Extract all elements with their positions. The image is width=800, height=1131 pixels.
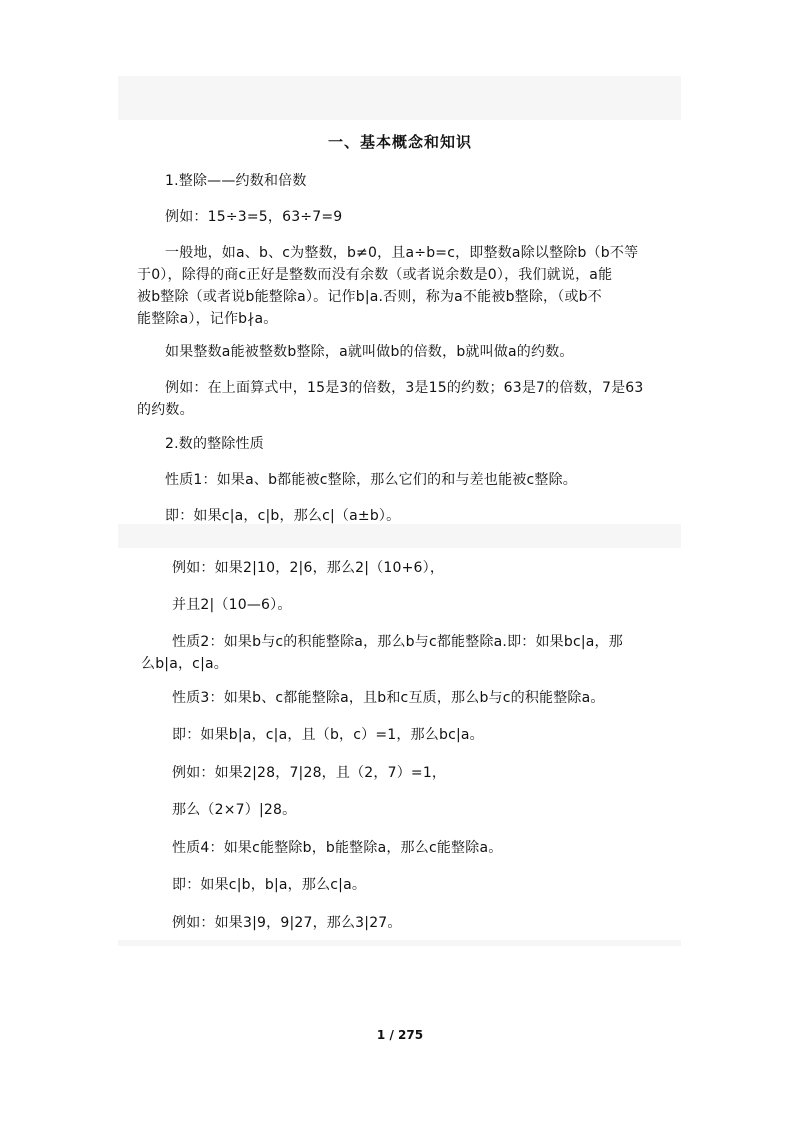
top-gray-band [118, 76, 681, 120]
example-line-2b: 的约数。 [137, 402, 194, 418]
definition-line-4: 能整除a），记作b∤a。 [137, 311, 278, 327]
section-title: 一、基本概念和知识 [327, 133, 472, 151]
example-line-p3b: 那么（2×7）|28。 [172, 802, 297, 818]
property-1: 性质1：如果a、b都能被c整除，那么它们的和与差也能被c整除。 [165, 472, 577, 488]
property-1-formula: 即：如果c|a，c|b，那么c|（a±b）。 [165, 508, 401, 524]
definition-line-3: 被b整除（或者说b能整除a）。记作b|a.否则，称为a不能被b整除，（或b不 [137, 289, 602, 305]
property-3-formula: 即：如果b|a，c|a，且（b，c）=1，那么bc|a。 [172, 727, 484, 743]
definition-line-1: 一般地，如a、b、c为整数，b≠0，且a÷b=c，即整数a除以整除b（b不等 [165, 245, 639, 261]
property-2-line-b: 么b|a，c|a。 [141, 656, 228, 672]
multiple-definition: 如果整数a能被整数b整除，a就叫做b的倍数，b就叫做a的约数。 [165, 344, 574, 360]
property-3: 性质3：如果b、c都能整除a，且b和c互质，那么b与c的积能整除a。 [172, 690, 605, 706]
example-line-p3a: 例如：如果2|28，7|28，且（2，7）=1， [172, 765, 447, 781]
example-line-p1a: 例如：如果2|10，2|6，那么2|（10+6）， [172, 560, 445, 576]
example-line-p1b: 并且2|（10—6）。 [172, 597, 292, 613]
page-indicator: 1 / 275 [376, 1028, 424, 1042]
example-line-p4: 例如：如果3|9，9|27，那么3|27。 [172, 915, 402, 931]
heading-properties: 2.数的整除性质 [165, 436, 264, 452]
panel-bottom-edge [118, 940, 681, 946]
example-line-2a: 例如：在上面算式中，15是3的倍数，3是15的约数；63是7的倍数，7是63 [165, 380, 644, 396]
property-4: 性质4：如果c能整除b，b能整除a，那么c能整除a。 [172, 840, 503, 856]
property-4-formula: 即：如果c|b，b|a，那么c|a。 [172, 877, 367, 893]
heading-divisibility: 1.整除——约数和倍数 [165, 173, 307, 189]
property-2-line-a: 性质2：如果b与c的积能整除a，那么b与c都能整除a.即：如果bc|a，那 [172, 634, 623, 650]
example-line-1: 例如：15÷3=5，63÷7=9 [165, 209, 343, 225]
definition-line-2: 于0），除得的商c正好是整数而没有余数（或者说余数是0），我们就说，a能 [137, 267, 613, 283]
